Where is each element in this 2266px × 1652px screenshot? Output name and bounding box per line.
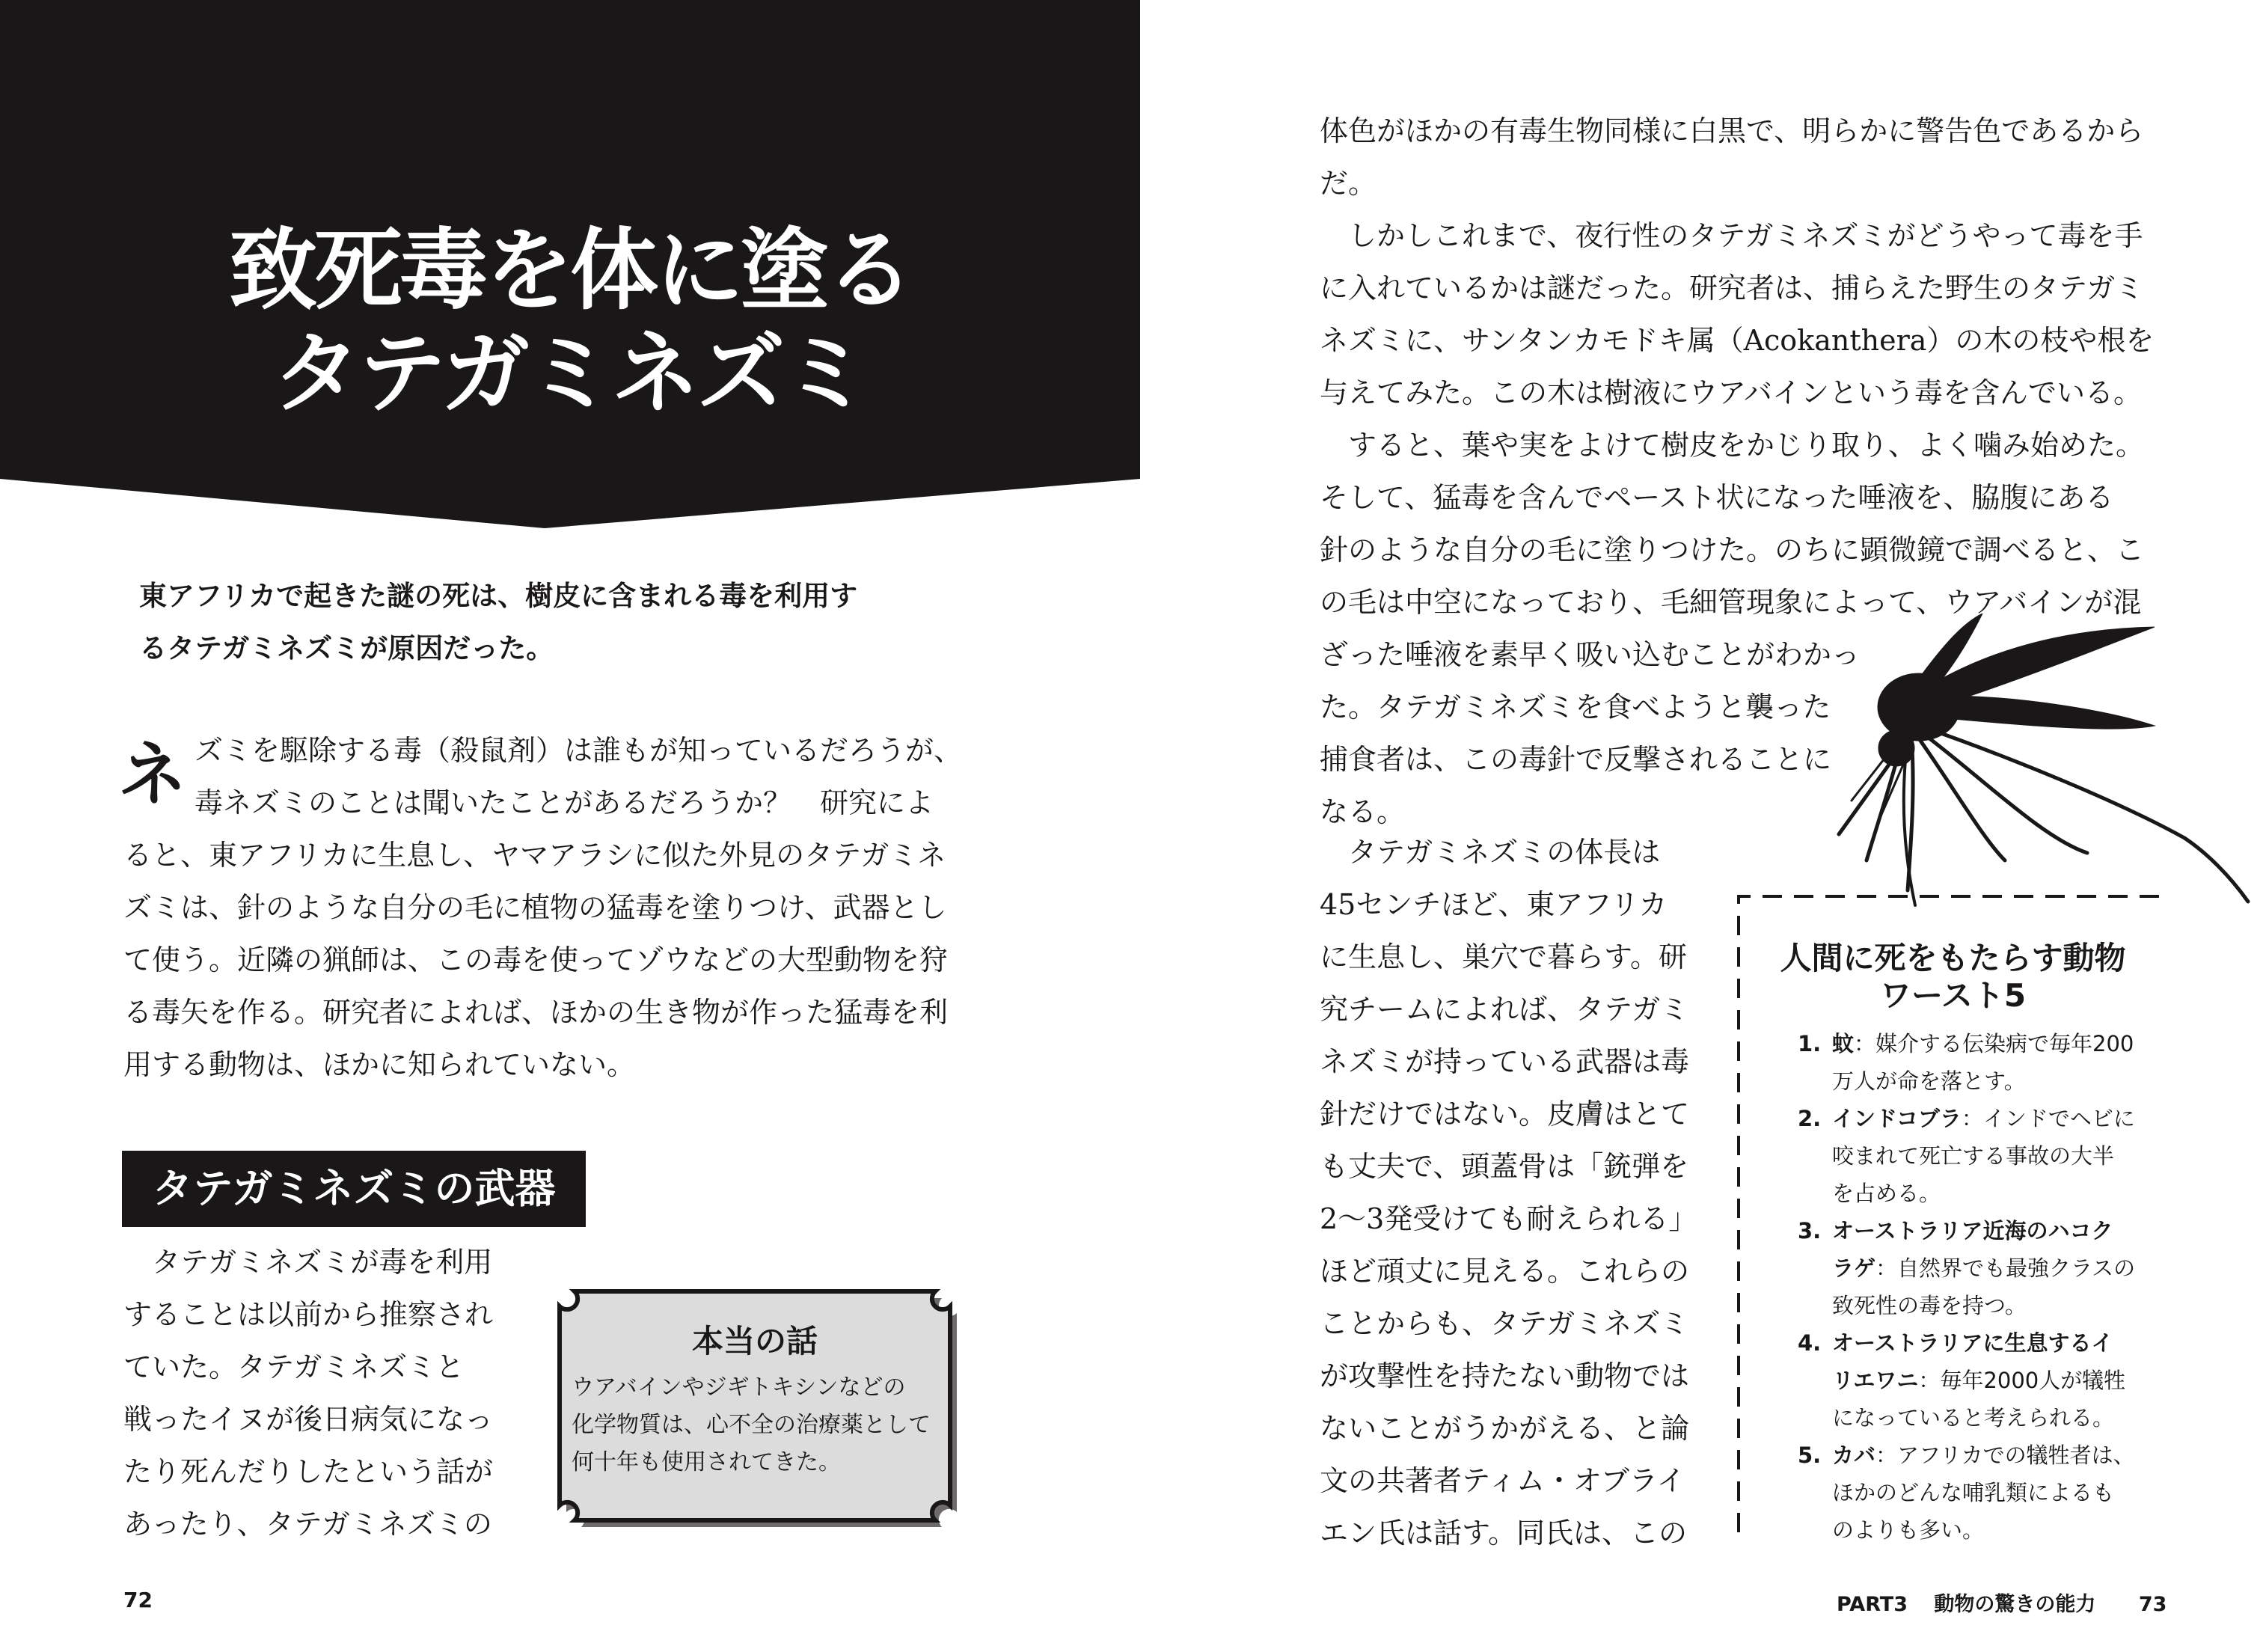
item-number: 2. xyxy=(1798,1106,1822,1131)
body-line: すると、葉や実をよけて樹皮をかじり取り、よく噛み始めた。 xyxy=(1320,429,2145,462)
body-line: なる。 xyxy=(1320,795,1406,828)
true-story-text xyxy=(572,1369,946,1481)
body-line: 針だけではない。皮膚はとて xyxy=(1320,1098,1690,1131)
body-line: 毒ネズミのことは聞いたことがあるだろうか？ 研究によ xyxy=(195,786,934,819)
true-story-box xyxy=(549,1281,964,1535)
body-line: 45センチほど、東アフリカ xyxy=(1320,888,1668,921)
body-line: る毒矢を作る。研究者によれば、ほかの生き物が作った猛毒を利 xyxy=(123,996,949,1029)
item-name: インドコブラ xyxy=(1832,1106,1962,1131)
title-banner xyxy=(0,0,1140,531)
body-line: ると、東アフリカに生息し、ヤマアラシに似た外見のタテガミネ xyxy=(123,839,946,872)
body-line: 用する動物は、ほかに知られていない。 xyxy=(123,1048,636,1081)
lead-line: るタテガミネズミが原因だった。 xyxy=(139,632,554,664)
body-line: 究チームによれば、タテガミ xyxy=(1320,993,1689,1026)
lead-paragraph xyxy=(139,570,1022,675)
chapter-title-line-2: タテガミネズミ xyxy=(272,322,868,425)
body-line: しかしこれまで、夜行性のタテガミネズミがどうやって毒を手 xyxy=(1320,219,2143,252)
list-item-cont xyxy=(1798,1249,2172,1287)
body-line: ないことがうかがえる、と論 xyxy=(1320,1412,1690,1445)
list-item xyxy=(1798,1437,2172,1474)
deadliest-list xyxy=(1798,1025,2172,1549)
body-line: そして、猛毒を含んでペースト状になった唾液を、脇腹にある xyxy=(1320,481,2114,514)
box-title-line-2: ワースト5 xyxy=(1879,977,2027,1014)
body-line: エン氏は話す。同氏は、この xyxy=(1320,1517,1687,1549)
item-text: 万人が命を落とす。 xyxy=(1832,1068,2026,1094)
mosquito-icon xyxy=(1833,614,2252,928)
body-line: ズミは、針のような自分の毛に植物の猛毒を塗りつけ、武器とし xyxy=(123,891,947,924)
item-text: ：アフリカでの犠牲者は、 xyxy=(1875,1443,2135,1468)
true-story-line: 化学物質は、心不全の治療薬として xyxy=(572,1412,931,1438)
body-line: 戦ったイヌが後日病気になっ xyxy=(123,1403,494,1436)
list-item xyxy=(1798,1324,2172,1362)
list-item xyxy=(1798,1100,2172,1137)
lead-line: 東アフリカで起きた謎の死は、樹皮に含まれる毒を利用す xyxy=(139,580,858,612)
body-line: することは以前から推察され xyxy=(123,1298,494,1331)
body-line: ことからも、タテガミネズミ xyxy=(1320,1307,1689,1340)
true-story-line: ウアバインやジギトキシンなどの xyxy=(572,1374,906,1401)
body-line: 文の共著者ティム・オブライ xyxy=(1320,1464,1685,1497)
body-line: の毛は中空になっており、毛細管現象によって、ウアバインが混 xyxy=(1320,586,2142,619)
list-item xyxy=(1798,1025,2172,1062)
body-line: ほど頑丈に見える。これらの xyxy=(1320,1255,1690,1288)
item-text: 致死性の毒を持つ。 xyxy=(1832,1293,2027,1318)
item-text: 咬まれて死亡する事故の大半 xyxy=(1832,1143,2115,1169)
right-narrow-column xyxy=(1320,826,1709,1559)
body-line: 捕食者は、この毒針で反撃されることに xyxy=(1320,743,1832,776)
footer-chapter: 動物の驚きの能力 xyxy=(1934,1593,2096,1616)
true-story-title: 本当の話 xyxy=(691,1323,818,1359)
item-text: ：自然界でも最強クラスの xyxy=(1875,1255,2136,1281)
item-name: ラゲ xyxy=(1832,1255,1876,1281)
chapter-title-line-1: 致死毒を体に塗る xyxy=(228,218,911,322)
item-name: オーストラリア近海のハコク xyxy=(1832,1218,2113,1243)
running-footer xyxy=(1837,1588,2167,1617)
drop-cap: ネ xyxy=(118,734,188,815)
body-line: ていた。タテガミネズミと xyxy=(123,1350,465,1383)
item-number: 1. xyxy=(1798,1031,1822,1056)
body-line: たり死んだりしたという話が xyxy=(123,1455,494,1488)
box-title-line-1: 人間に死をもたらす動物 xyxy=(1780,940,2126,976)
item-text: のよりも多い。 xyxy=(1832,1517,1985,1543)
intro-paragraph xyxy=(123,724,991,1091)
body-line: 体色がほかの有毒生物同様に白黒で、明らかに警告色であるから xyxy=(1320,114,2144,147)
body-line: に入れているかは謎だった。研究者は、捕らえた野生のタテガミ xyxy=(1320,272,2144,305)
item-name: カバ xyxy=(1832,1443,1876,1468)
body-line: タテガミネズミが毒を利用 xyxy=(152,1246,493,1279)
body-line: た。タテガミネズミを食べようと襲った xyxy=(1320,691,1831,723)
item-number: 4. xyxy=(1798,1330,1822,1356)
item-text: ：毎年2000人が犠牲 xyxy=(1918,1368,2126,1393)
item-name: リエワニ xyxy=(1832,1368,1919,1393)
item-text: ：媒介する伝染病で毎年200 xyxy=(1854,1031,2134,1056)
footer-part: PART3 xyxy=(1837,1593,1908,1616)
item-text: を占める。 xyxy=(1832,1181,1941,1206)
body-line: て使う。近隣の猟師は、この毒を使ってゾウなどの大型動物を狩 xyxy=(123,943,949,976)
body-line: だ。 xyxy=(1320,167,1377,200)
body-line: 針のような自分の毛に塗りつけた。のちに顕微鏡で調べると、こ xyxy=(1320,533,2145,566)
body-line: ネズミが持っている武器は毒 xyxy=(1320,1045,1690,1078)
page-number-right: 73 xyxy=(2138,1593,2167,1616)
item-text: ：インドでヘビに xyxy=(1961,1106,2135,1131)
body-line: 2～3発受けても耐えられる」 xyxy=(1320,1202,1697,1235)
section-paragraph xyxy=(123,1236,512,1550)
body-line: タテガミネズミの体長は xyxy=(1320,836,1661,869)
body-line: に生息し、巣穴で暮らす。研 xyxy=(1320,940,1687,973)
item-name: 蚊 xyxy=(1832,1031,1855,1056)
page-number-left: 72 xyxy=(123,1588,153,1612)
item-text: ほかのどんな哺乳類によるも xyxy=(1832,1480,2115,1505)
body-line: 与えてみた。この木は樹液にウアバインという毒を含んでいる。 xyxy=(1320,376,2142,409)
deadliest-animals-box xyxy=(1734,889,2168,1543)
mosquito-illustration xyxy=(1833,614,2252,928)
item-name: オーストラリアに生息するイ xyxy=(1832,1330,2113,1356)
body-line: あったり、タテガミネズミの xyxy=(123,1508,492,1541)
item-text: になっていると考えられる。 xyxy=(1832,1405,2115,1431)
item-number: 3. xyxy=(1798,1218,1822,1243)
item-number: 5. xyxy=(1798,1443,1822,1468)
list-item-cont xyxy=(1798,1362,2172,1399)
body-line: ざった唾液を素早く吸い込むことがわかっ xyxy=(1320,638,1861,671)
body-line: ズミを駆除する毒（殺鼠剤）は誰もが知っているだろうが、 xyxy=(195,734,963,767)
section-heading: タテガミネズミの武器 xyxy=(122,1151,586,1227)
true-story-line: 何十年も使用されてきた。 xyxy=(572,1449,841,1475)
body-line: ネズミに、サンタンカモドキ属（Acokanthera）の木の枝や根を xyxy=(1320,324,2155,357)
body-line: が攻撃性を持たない動物では xyxy=(1320,1359,1690,1392)
body-line: も丈夫で、頭蓋骨は「銃弾を xyxy=(1320,1150,1689,1183)
list-item xyxy=(1798,1212,2172,1249)
